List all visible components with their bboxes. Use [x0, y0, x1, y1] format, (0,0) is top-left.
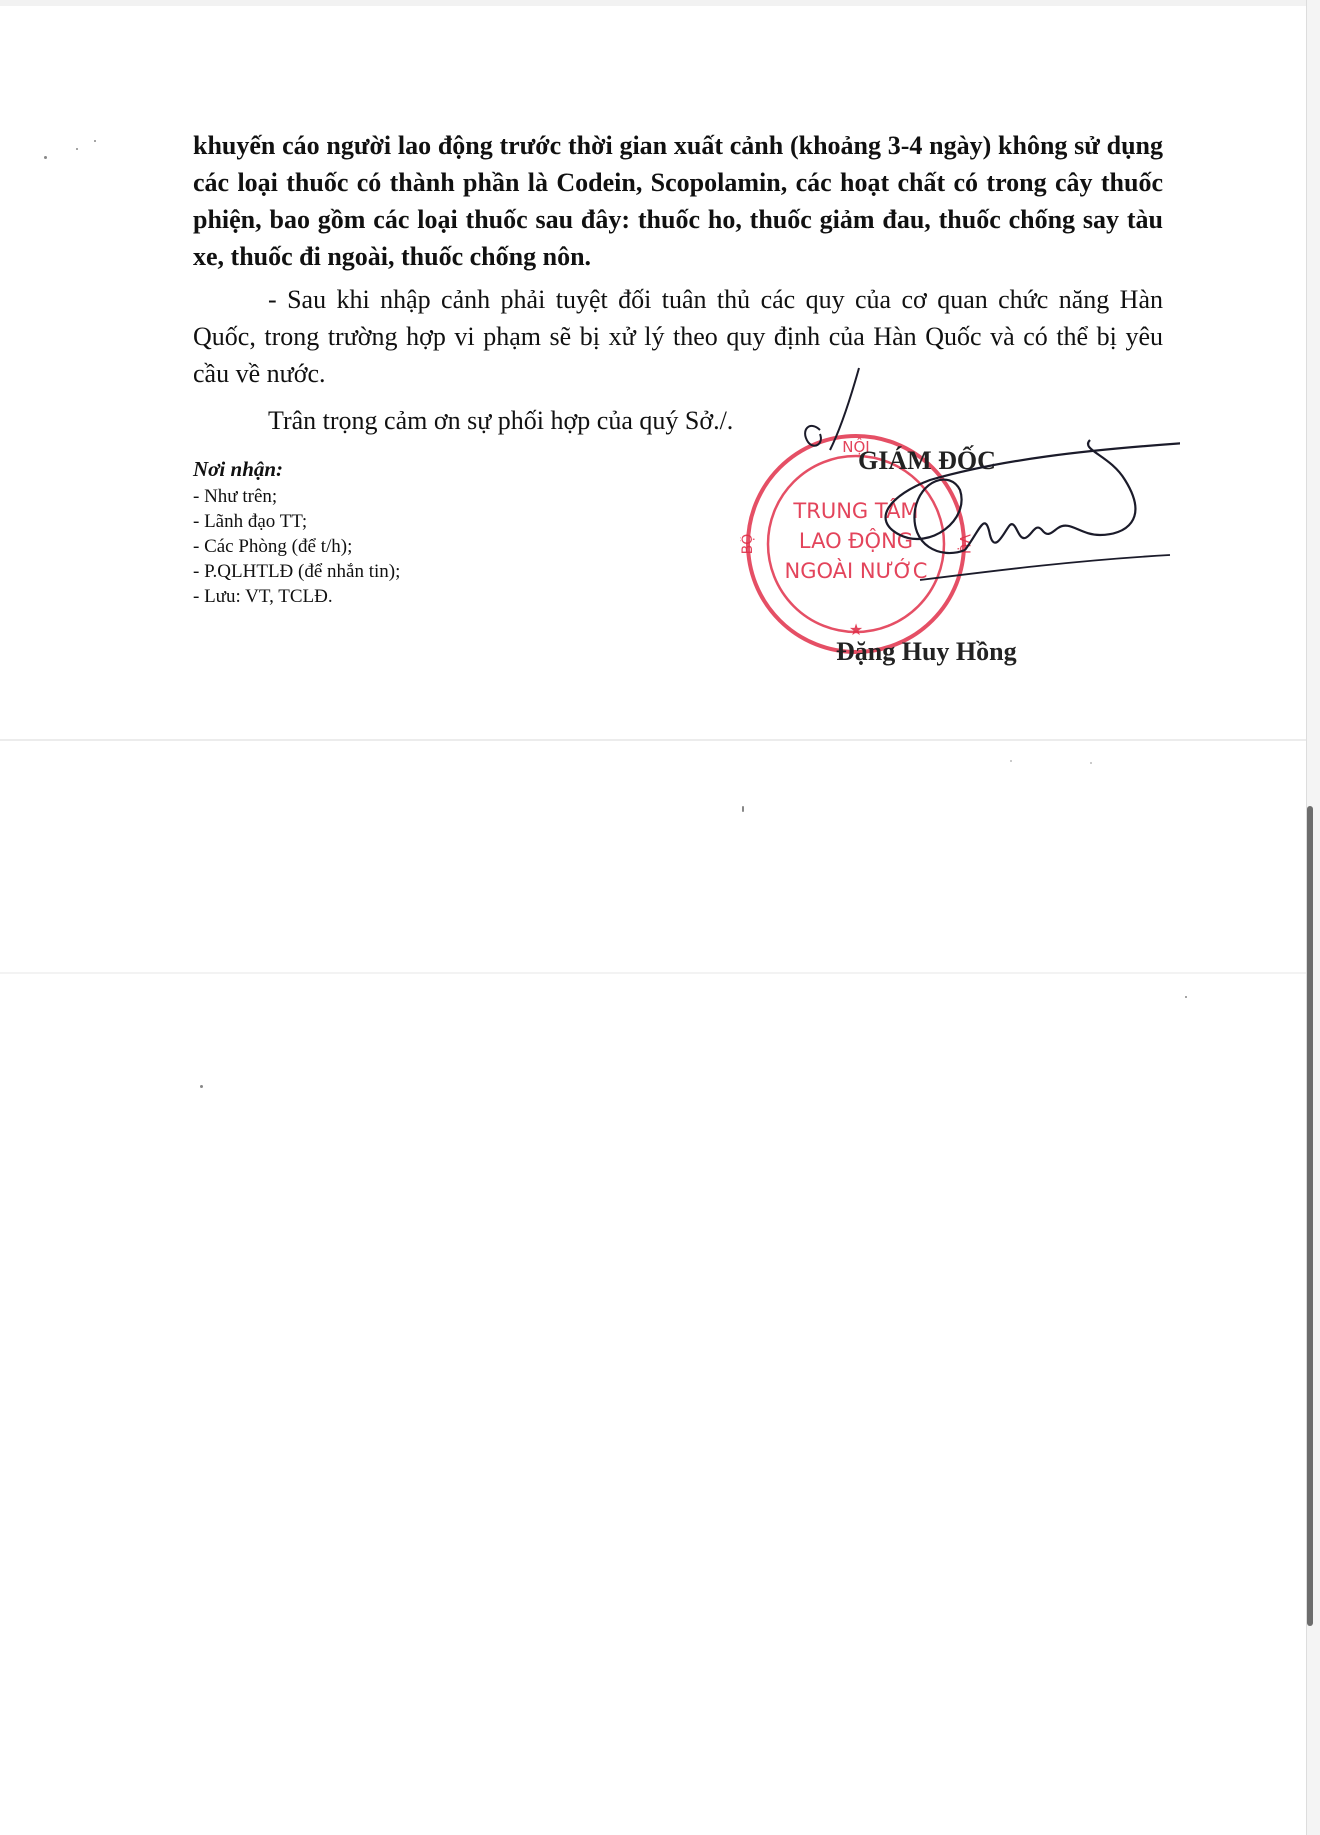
page-fold-line: [0, 972, 1306, 974]
scan-speck: [1185, 996, 1187, 998]
handwritten-signature: [780, 360, 1180, 610]
scan-speck: [742, 806, 744, 812]
scan-speck: [44, 156, 47, 159]
scan-speck: [94, 140, 96, 142]
viewer-scrollbar-thumb[interactable]: [1307, 806, 1313, 1626]
stamp-line-2: LAO ĐỘNG: [798, 529, 914, 553]
stamp-left-text: BỘ: [740, 533, 756, 555]
recipient-item: - Lãnh đạo TT;: [193, 511, 308, 532]
stamp-line-3: NGOÀI NƯỚC: [784, 559, 928, 583]
scan-top-edge: [0, 0, 1306, 6]
recipients-block: [193, 457, 400, 609]
stamp-line-1: TRUNG TÂM: [793, 499, 919, 523]
scan-speck: [1010, 760, 1012, 762]
page-fold-line: [0, 739, 1306, 741]
paragraph-closing: Trân trọng cảm ơn sự phối hợp của quý Sở./.: [268, 406, 734, 435]
paragraph-compliance: - Sau khi nhập cảnh phải tuyệt đối tuân thủ các quy của cơ quan chức năng Hàn Quốc, trong trường hợp vi phạm sẽ bị xử lý theo quy định của Hàn Quốc và có thể bị yêu cầu về nước.: [193, 285, 1163, 388]
recipient-item: - Các Phòng (để t/h);: [193, 536, 353, 557]
signatory-title: GIÁM ĐỐC: [858, 446, 996, 475]
scan-speck: [200, 1085, 203, 1088]
recipient-item: - Như trên;: [193, 486, 278, 507]
signatory-name: Đặng Huy Hồng: [836, 637, 1017, 666]
stamp-top-text: NỘI: [842, 438, 870, 456]
stamp-right-text: VỤ: [956, 534, 972, 554]
recipient-item: - Lưu: VT, TCLĐ.: [193, 586, 333, 607]
stamp-star-icon: ★: [848, 620, 864, 639]
scan-speck: [76, 148, 78, 150]
recipient-item: - P.QLHTLĐ (để nhắn tin);: [193, 561, 401, 582]
scan-speck: [1090, 762, 1092, 764]
paragraph-warning: khuyến cáo người lao động trước thời gian xuất cảnh (khoảng 3-4 ngày) không sử dụng các loại thuốc có thành phần là Codein, Scopolamin, các hoạt chất có trong cây thuốc phiện, bao gồm các loại thuốc sau đây: thuốc ho, thuốc giảm đau, thuốc chống say tàu xe, thuốc đi ngoài, thuốc chống nôn.: [193, 131, 1163, 271]
recipients-heading: Nơi nhận:: [193, 457, 284, 481]
